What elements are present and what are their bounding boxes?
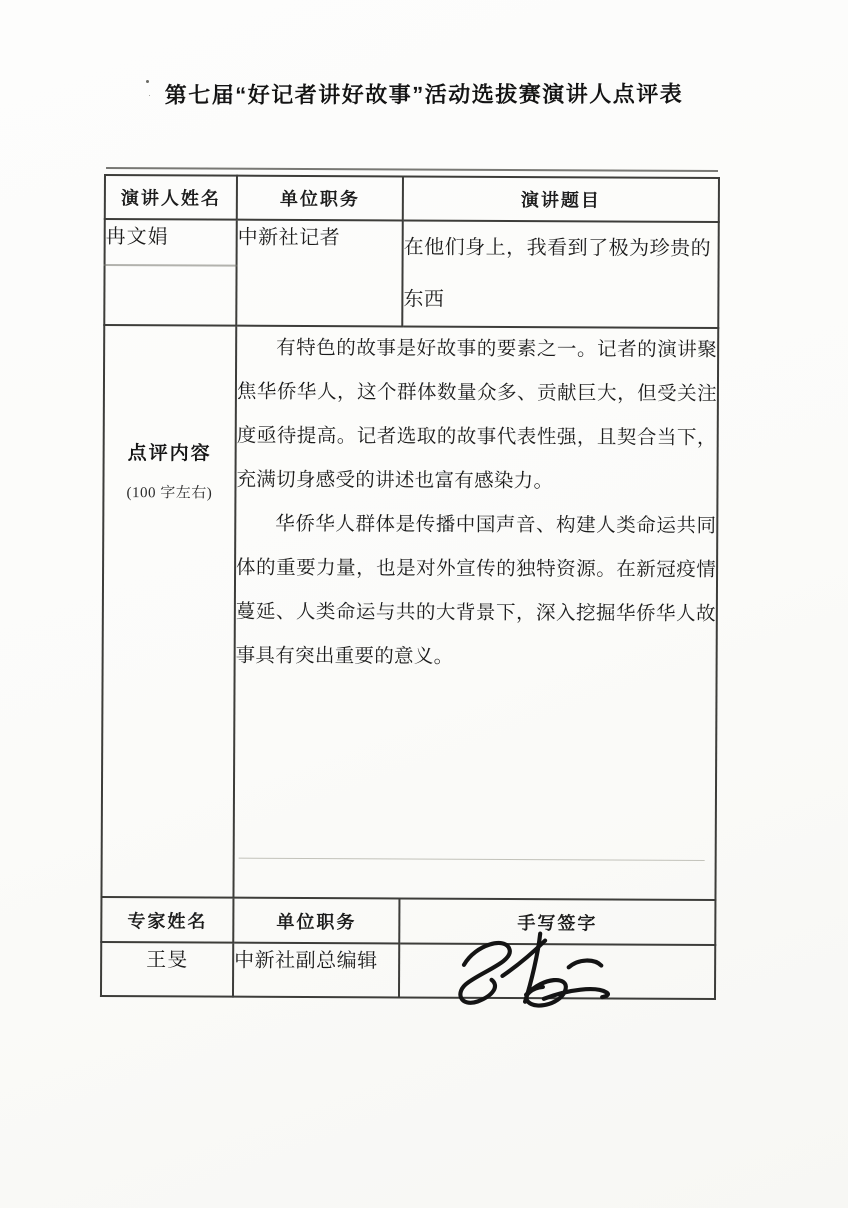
speaker-position-cell — [236, 220, 403, 327]
speech-topic-cell — [402, 220, 719, 328]
page-title: 第七届“好记者讲好故事”活动选拔赛演讲人点评表 — [164, 81, 684, 108]
expert-row — [101, 942, 715, 999]
expert-header-row — [101, 897, 715, 945]
comment-paragraph-2: 华侨华人群体是传播中国声音、构建人类命运共同体的重要力量，也是对外宣传的独特资源。在新冠疫情蔓延、人类命运与共的大背景下，深入挖掘华侨华人故事具有突出重要的意义。 — [235, 513, 717, 668]
expert-name-cell — [101, 942, 233, 997]
header-speaker-name: 演讲人姓名 — [105, 175, 237, 220]
header-unit-position: 单位职务 — [237, 176, 403, 221]
header-signature: 手写签字 — [399, 898, 715, 945]
speaker-position: 中新社记者 — [237, 226, 341, 250]
speaker-header-row — [105, 175, 719, 222]
signature-cell — [399, 943, 715, 999]
handwritten-signature-icon — [448, 931, 616, 1016]
evaluation-form — [100, 174, 720, 1000]
comment-row — [101, 325, 718, 900]
speaker-name: 冉文娟 — [105, 226, 169, 249]
scan-artifact-partial-line — [104, 264, 238, 267]
expert-position-cell — [233, 943, 399, 998]
speaker-name-cell — [104, 219, 237, 326]
speaker-row — [104, 219, 719, 328]
comment-word-limit: (100 字左右) — [126, 485, 213, 502]
header-unit-position-2: 单位职务 — [233, 898, 399, 944]
header-expert-name: 专家姓名 — [101, 897, 233, 943]
comment-label-box — [104, 326, 235, 503]
expert-name: 王旻 — [146, 949, 189, 972]
scan-artifact-top-line — [106, 167, 718, 172]
comment-label: 点评内容 — [127, 443, 212, 465]
header-speech-topic: 演讲题目 — [403, 176, 719, 222]
comment-content-cell — [233, 326, 718, 900]
comment-paragraph-1: 有特色的故事是好故事的要素之一。记者的演讲聚焦华侨华人，这个群体数量众多、贡献巨大，但受关注度亟待提高。记者选取的故事代表性强，且契合当下，充满切身感受的讲述也富有感染力。 — [236, 337, 718, 493]
comment-label-cell — [101, 325, 236, 898]
expert-position: 中新社副总编辑 — [234, 949, 378, 973]
speech-topic: 在他们身上，我看到了极为珍贵的东西 — [403, 236, 712, 311]
evaluation-table — [100, 174, 720, 1000]
